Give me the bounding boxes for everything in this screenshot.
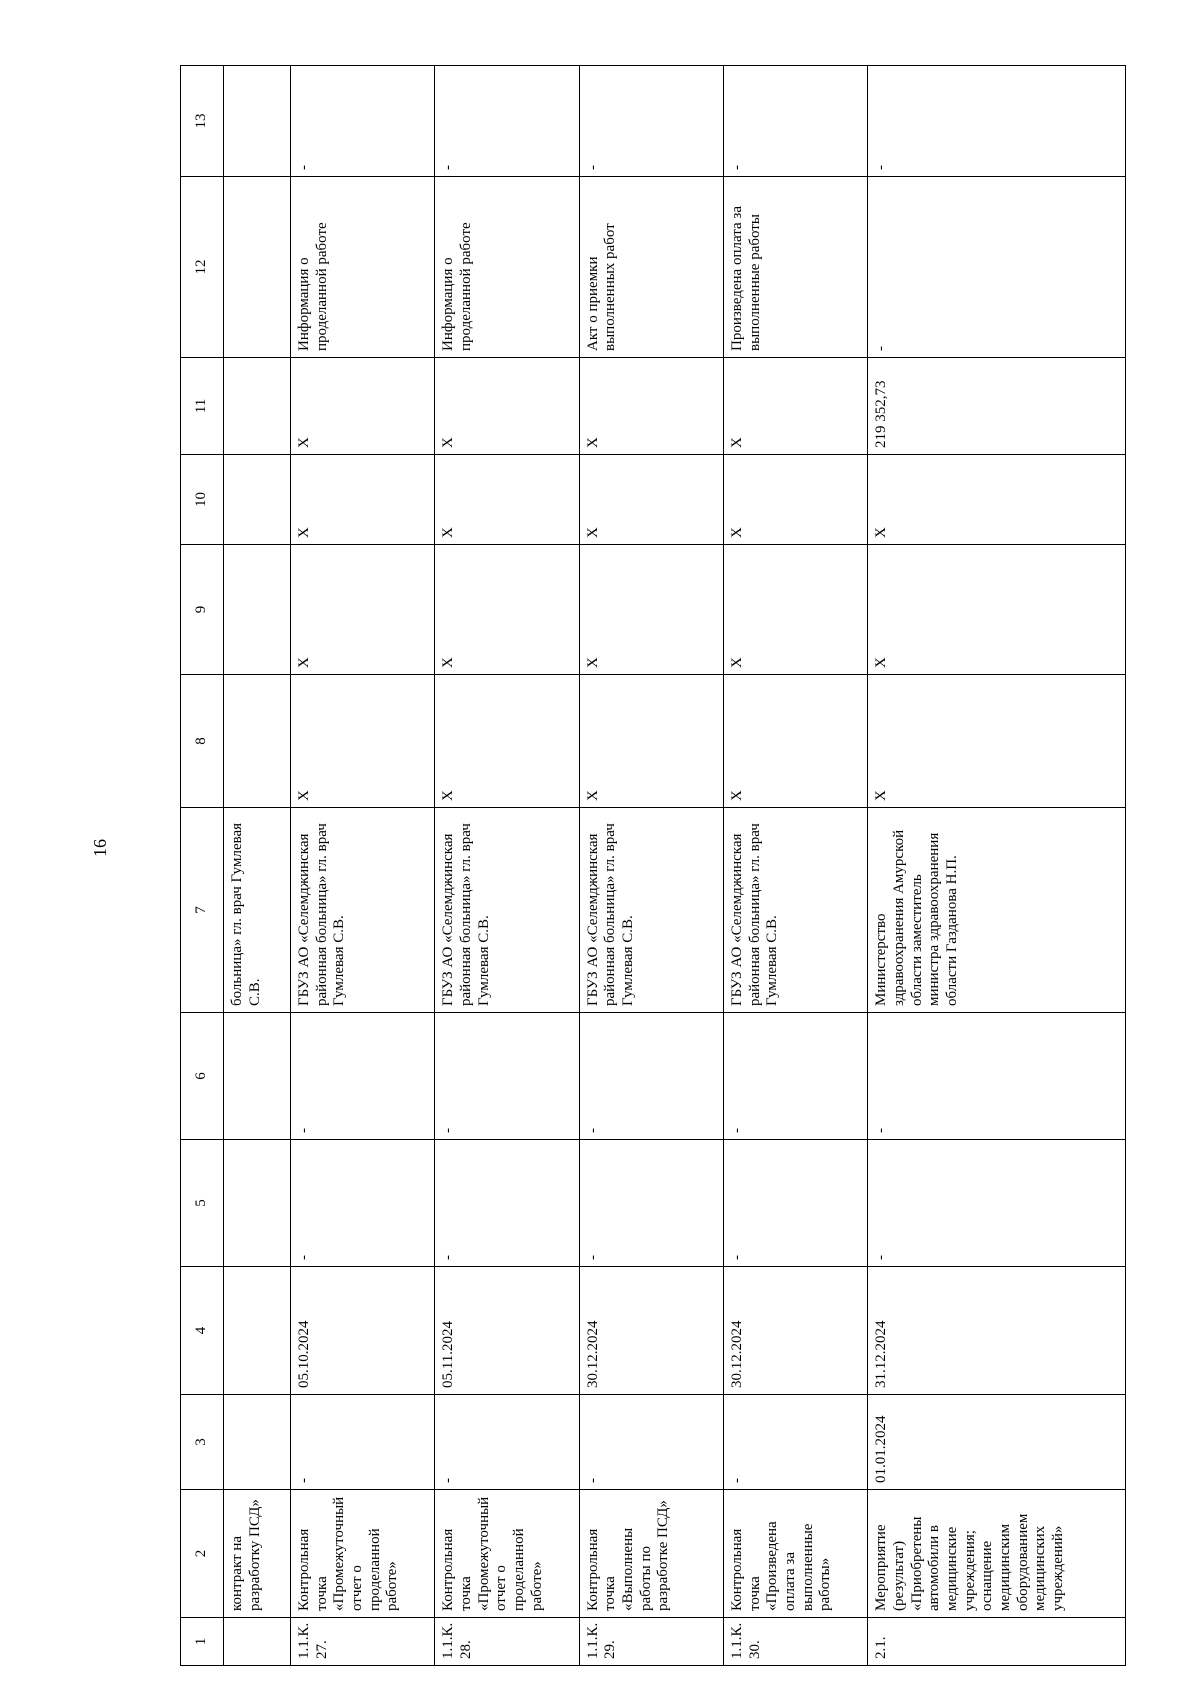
cell-col8: Х [291, 675, 435, 808]
cell-col5: - [868, 1140, 1126, 1267]
cell-col10: Х [435, 455, 579, 545]
cell-responsible: больница» гл. врач Гумлевая С.В. [224, 808, 291, 1013]
col-header-3: 3 [181, 1395, 224, 1490]
cell-col9: Х [291, 545, 435, 675]
cell-col13: - [435, 66, 579, 177]
cell-col13: - [868, 66, 1126, 177]
cell-col13: - [579, 66, 723, 177]
cell-number: 1.1.К. 29. [579, 1618, 723, 1666]
cell-number: 1.1.К. 27. [291, 1618, 435, 1666]
cell-responsible: ГБУЗ АО «Селемджинская районная больница» гл. врач Гумлевая С.В. [435, 808, 579, 1013]
cell-col8: Х [868, 675, 1126, 808]
cell-col13 [224, 66, 291, 177]
cell-col11: Х [723, 358, 867, 455]
col-header-7: 7 [181, 808, 224, 1013]
cell-col5: - [291, 1140, 435, 1267]
cell-start-date: - [435, 1395, 579, 1490]
cell-number: 1.1.К. 28. [435, 1618, 579, 1666]
cell-number [224, 1618, 291, 1666]
schedule-table [180, 65, 1126, 1666]
cell-end-date: 30.12.2024 [579, 1267, 723, 1395]
cell-responsible: Министерство здравоохранения Амурской области заместитель министра здравоохранения области Газданова Н.П. [868, 808, 1126, 1013]
cell-col11 [224, 358, 291, 455]
cell-col8: Х [723, 675, 867, 808]
col-header-11: 11 [181, 358, 224, 455]
cell-end-date: 05.11.2024 [435, 1267, 579, 1395]
col-header-13: 13 [181, 66, 224, 177]
cell-start-date: - [579, 1395, 723, 1490]
table-header [181, 66, 224, 1666]
cell-document: - [868, 177, 1126, 358]
cell-col11: Х [579, 358, 723, 455]
cell-end-date: 31.12.2024 [868, 1267, 1126, 1395]
cell-number: 2.1. [868, 1618, 1126, 1666]
cell-col9: Х [723, 545, 867, 675]
table-row [868, 66, 1126, 1666]
cell-start-date: - [723, 1395, 867, 1490]
cell-responsible: ГБУЗ АО «Селемджинская районная больница» гл. врач Гумлевая С.В. [723, 808, 867, 1013]
cell-col5 [224, 1140, 291, 1267]
cell-responsible: ГБУЗ АО «Селемджинская районная больница» гл. врач Гумлевая С.В. [579, 808, 723, 1013]
cell-col9: Х [868, 545, 1126, 675]
cell-col9 [224, 545, 291, 675]
cell-col6: - [868, 1013, 1126, 1140]
cell-document [224, 177, 291, 358]
page-number: 16 [90, 839, 110, 857]
cell-col11: 219 352,73 [868, 358, 1126, 455]
cell-name: Контрольная точка «Выполнены работы по разработке ПСД» [579, 1490, 723, 1618]
cell-col9: Х [435, 545, 579, 675]
cell-col6: - [723, 1013, 867, 1140]
cell-col13: - [723, 66, 867, 177]
cell-col5: - [579, 1140, 723, 1267]
header-row [181, 66, 224, 1666]
col-header-2: 2 [181, 1490, 224, 1618]
cell-col8: Х [579, 675, 723, 808]
cell-end-date [224, 1267, 291, 1395]
table-body [224, 66, 1126, 1666]
col-header-6: 6 [181, 1013, 224, 1140]
col-header-9: 9 [181, 545, 224, 675]
table-row [224, 66, 291, 1666]
cell-end-date: 30.12.2024 [723, 1267, 867, 1395]
cell-col6: - [291, 1013, 435, 1140]
cell-col6: - [435, 1013, 579, 1140]
cell-responsible: ГБУЗ АО «Селемджинская районная больница» гл. врач Гумлевая С.В. [291, 808, 435, 1013]
cell-col10: Х [291, 455, 435, 545]
table-row [723, 66, 867, 1666]
cell-document: Информация о проделанной работе [291, 177, 435, 358]
cell-start-date: - [291, 1395, 435, 1490]
cell-col5: - [435, 1140, 579, 1267]
cell-col11: Х [435, 358, 579, 455]
cell-col9: Х [579, 545, 723, 675]
cell-col6 [224, 1013, 291, 1140]
cell-col5: - [723, 1140, 867, 1267]
cell-col6: - [579, 1013, 723, 1140]
cell-name: Мероприятие (результат) «Приобретены автомобили в медицинские учреждения; оснащение медицинским оборудованием медицинских учреждений» [868, 1490, 1126, 1618]
cell-col10 [224, 455, 291, 545]
col-header-8: 8 [181, 675, 224, 808]
cell-start-date: 01.01.2024 [868, 1395, 1126, 1490]
cell-col8: Х [435, 675, 579, 808]
col-header-1: 1 [181, 1618, 224, 1666]
cell-number: 1.1.К. 30. [723, 1618, 867, 1666]
cell-col10: Х [723, 455, 867, 545]
cell-col10: Х [579, 455, 723, 545]
col-header-10: 10 [181, 455, 224, 545]
cell-end-date: 05.10.2024 [291, 1267, 435, 1395]
cell-name: Контрольная точка «Произведена оплата за выполненные работы» [723, 1490, 867, 1618]
rotated-table-container [180, 66, 1126, 1666]
table-row [579, 66, 723, 1666]
cell-start-date [224, 1395, 291, 1490]
col-header-5: 5 [181, 1140, 224, 1267]
cell-col10: Х [868, 455, 1126, 545]
cell-document: Произведена оплата за выполненные работы [723, 177, 867, 358]
table-row [435, 66, 579, 1666]
table-row [291, 66, 435, 1666]
cell-document: Информация о проделанной работе [435, 177, 579, 358]
cell-document: Акт о приемки выполненных работ [579, 177, 723, 358]
cell-col11: Х [291, 358, 435, 455]
cell-col13: - [291, 66, 435, 177]
cell-name: Контрольная точка «Промежуточный отчет о проделанной работе» [291, 1490, 435, 1618]
cell-name: Контрольная точка «Промежуточный отчет о проделанной работе» [435, 1490, 579, 1618]
cell-col8 [224, 675, 291, 808]
cell-name: контракт на разработку ПСД» [224, 1490, 291, 1618]
col-header-4: 4 [181, 1267, 224, 1395]
col-header-12: 12 [181, 177, 224, 358]
